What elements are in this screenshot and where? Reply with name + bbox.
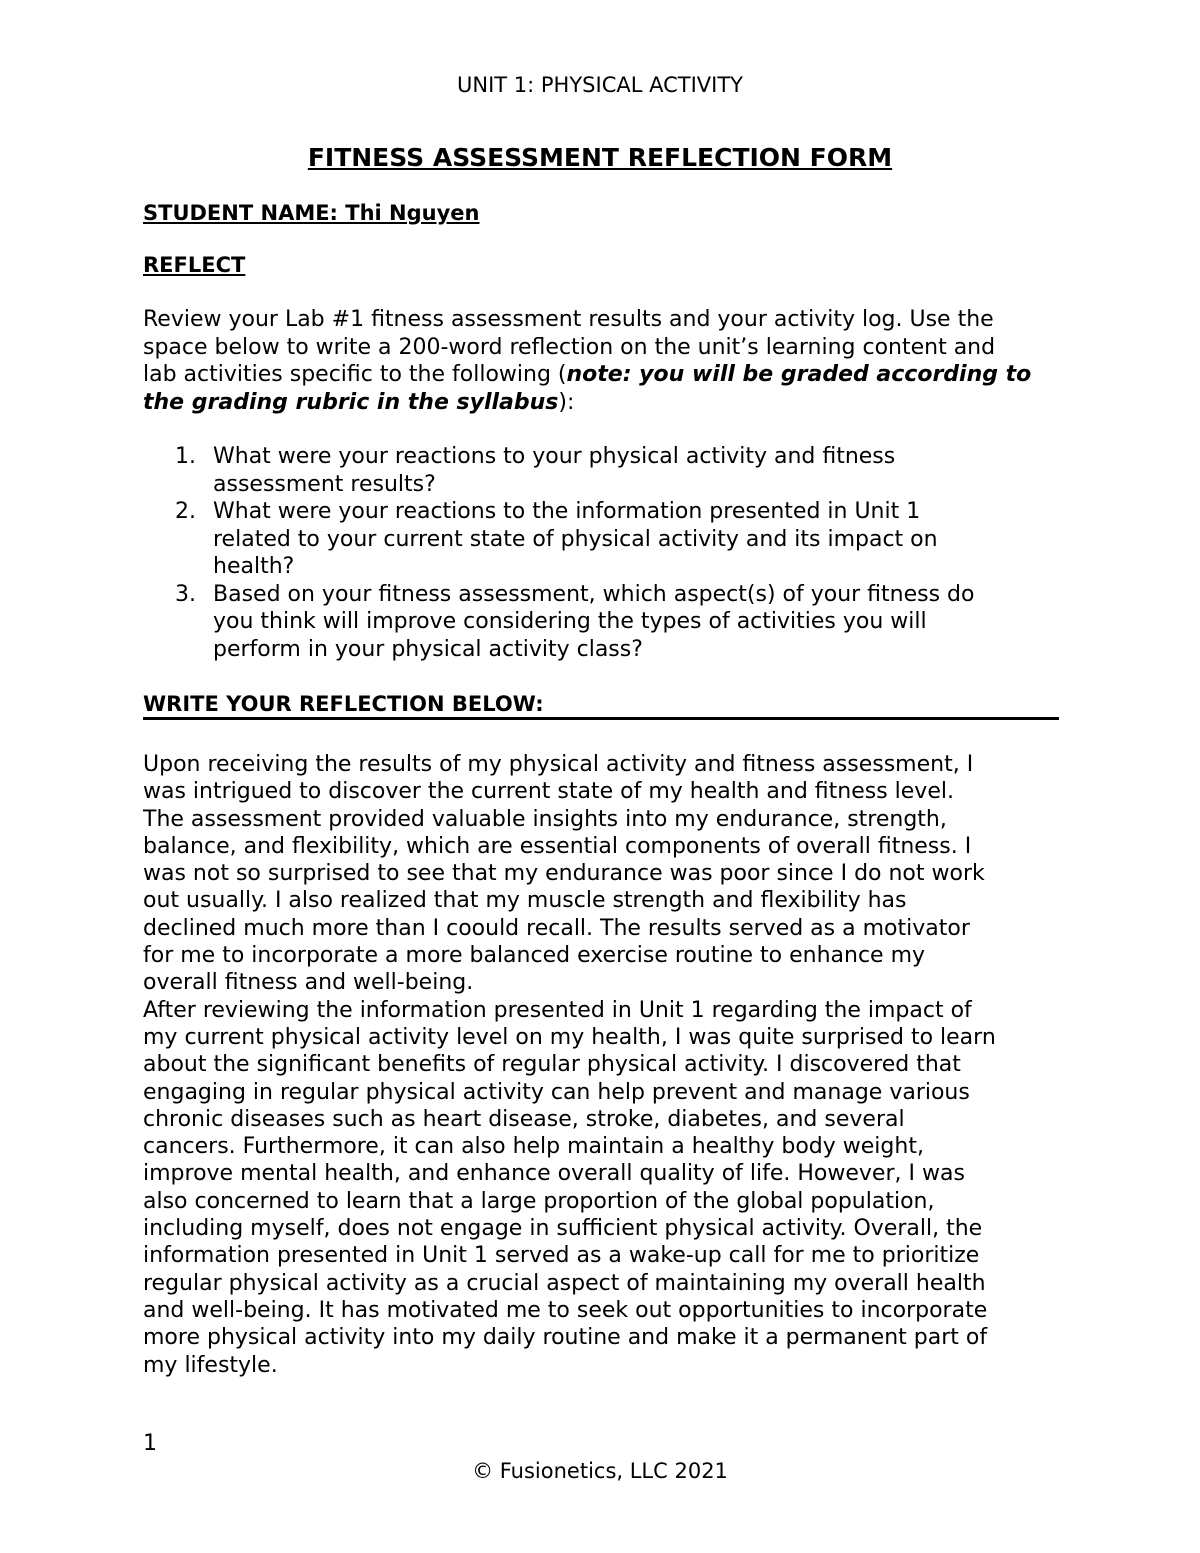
intro-end: ): [558, 389, 575, 415]
reflection-line: Upon receiving the results of my physical activity and fitness assessment, I [143, 752, 974, 777]
reflection-line: overall fitness and well-being. [143, 970, 474, 996]
reflection-line: and well-being. It has motivated me to seek out opportunities to incorporate [143, 1297, 988, 1323]
intro-line: space below to write a 200-word reflection on the unit’s learning content and [143, 334, 996, 360]
question-line: Based on your fitness assessment, which aspect(s) of your fitness do [213, 581, 975, 607]
question-line: What were your reactions to the information presented in Unit 1 [213, 499, 921, 524]
unit-header: UNIT 1: PHYSICAL ACTIVITY [457, 73, 743, 97]
reflection-line: more physical activity into my daily routine and make it a permanent part of [143, 1325, 988, 1351]
reflection-line: my current physical activity level on my health, I was quite surprised to learn [143, 1024, 996, 1050]
question-number: 1. [175, 444, 196, 469]
question-line: related to your current state of physical activity and its impact on [213, 526, 938, 552]
reflection-line: regular physical activity as a crucial aspect of maintaining my overall health [143, 1270, 986, 1296]
copyright-footer: © Fusionetics, LLC 2021 [472, 1459, 728, 1483]
question-number: 2. [175, 499, 196, 524]
question-item [170, 498, 1050, 581]
grading-note: note: you will be graded according to [566, 362, 1032, 387]
form-title: FITNESS ASSESSMENT REFLECTION FORM [307, 143, 893, 172]
reflection-line: information presented in Unit 1 served as a wake-up call for me to prioritize [143, 1243, 980, 1269]
reflection-line: out usually. I also realized that my muscle strength and flexibility has [143, 888, 907, 914]
heading-divider [143, 717, 1059, 720]
student-name: STUDENT NAME: Thi Nguyen [143, 201, 480, 225]
question-line: What were your reactions to your physical activity and fitness [213, 444, 896, 469]
question-item [170, 581, 1050, 664]
reflection-line: balance, and flexibility, which are essential components of overall fitness. I [143, 833, 972, 859]
reflection-line: The assessment provided valuable insights into my endurance, strength, [143, 806, 947, 832]
reflection-line: engaging in regular physical activity can help prevent and manage various [143, 1079, 970, 1105]
question-item [170, 443, 1050, 498]
reflection-line: my lifestyle. [143, 1352, 278, 1378]
intro-line-3 [143, 361, 1063, 389]
write-reflection-heading: WRITE YOUR REFLECTION BELOW: [143, 692, 544, 716]
question-list [170, 443, 1050, 663]
intro-line-text: lab activities specific to the following ( [143, 362, 567, 387]
intro-line: Review your Lab #1 fitness assessment results and your activity log. Use the [143, 307, 994, 332]
reflection-line: was intrigued to discover the current state of my health and fitness level. [143, 779, 954, 805]
grading-note-cont: the grading rubric in the syllabus [143, 389, 559, 415]
question-line: you think will improve considering the types of activities you will [213, 609, 927, 634]
reflection-line: about the significant benefits of regular physical activity. I discovered that [143, 1052, 961, 1078]
reflect-instructions [143, 306, 1063, 416]
page-number: 1 [143, 1431, 157, 1456]
reflection-line: declined much more than I coould recall. The results served as a motivator [143, 915, 970, 941]
question-line: perform in your physical activity class? [213, 636, 643, 662]
question-line: assessment results? [213, 471, 436, 497]
reflect-heading: REFLECT [143, 253, 246, 277]
reflection-line: improve mental health, and enhance overall quality of life. However, I was [143, 1161, 965, 1187]
question-number: 3. [175, 581, 196, 607]
reflection-line: including myself, does not engage in sufficient physical activity. Overall, the [143, 1216, 983, 1242]
reflection-text [143, 751, 1063, 1379]
intro-line-4 [143, 389, 1063, 417]
question-line: health? [213, 554, 295, 579]
reflection-line: for me to incorporate a more balanced exercise routine to enhance my [143, 943, 926, 969]
reflection-line: After reviewing the information presented in Unit 1 regarding the impact of [143, 997, 972, 1023]
reflection-line: was not so surprised to see that my endurance was poor since I do not work [143, 861, 985, 887]
reflection-line: cancers. Furthermore, it can also help maintain a healthy body weight, [143, 1134, 924, 1160]
reflection-line: chronic diseases such as heart disease, stroke, diabetes, and several [143, 1106, 905, 1132]
reflection-line: also concerned to learn that a large proportion of the global population, [143, 1188, 935, 1214]
